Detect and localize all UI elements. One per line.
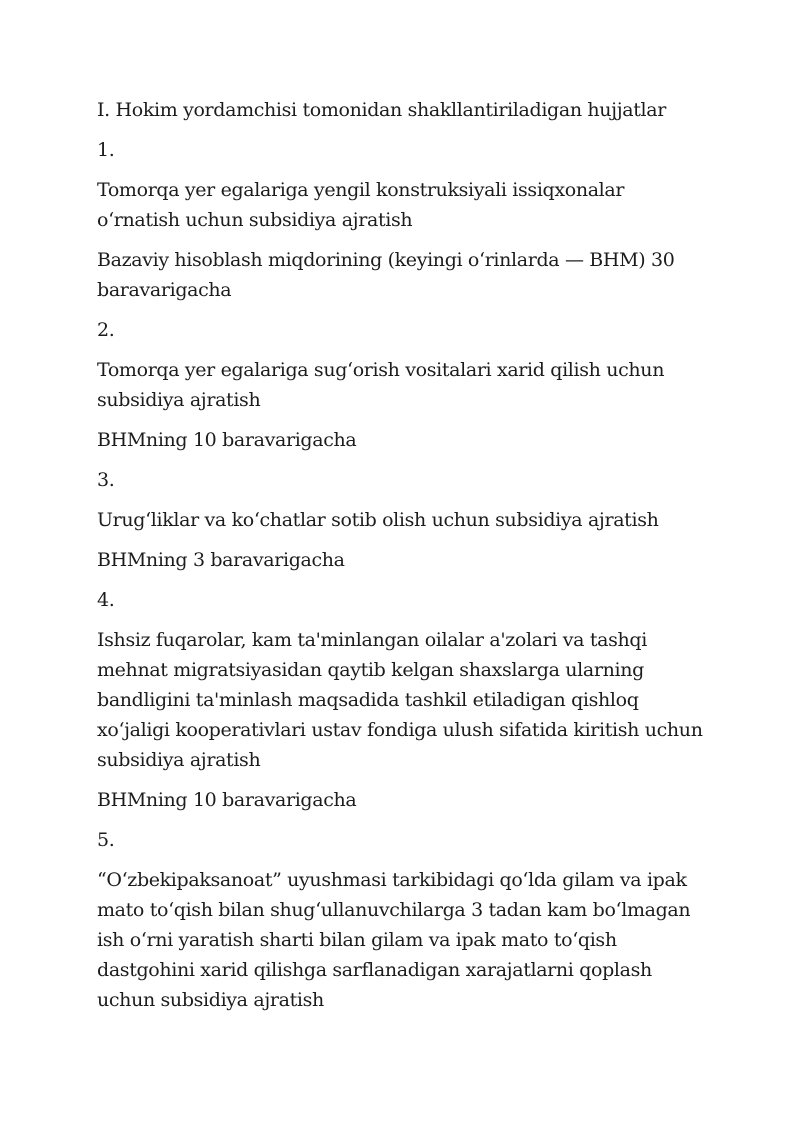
item-description: “Oʻzbekipaksanoat” uyushmasi tarkibidagi qoʻlda gilam va ipak mato toʻqish bilan shugʻullanuvchilarga 3 tadan kam boʻlmagan ish oʻrni yaratish sharti bilan gilam va ipak mato toʻqish dastgohini xarid qilishga sarflanadigan xarajatlarni qoplash uchun subsidiya ajratish — [97, 869, 691, 1011]
document-body — [97, 95, 707, 1025]
item-amount: BHMning 10 baravarigacha — [97, 789, 357, 811]
item-number: 3. — [97, 469, 115, 491]
section-title: I. Hokim yordamchisi tomonidan shakllantiriladigan hujjatlar — [97, 99, 666, 121]
item-description: Ishsiz fuqarolar, kam ta'minlangan oilalar a'zolari va tashqi mehnat migratsiyasidan qaytib kelgan shaxslarga ularning bandligini ta'minlash maqsadida tashkil etiladigan qishloq xoʻjaligi kooperativlari ustav fondiga ulush sifatida kiritish uchun subsidiya ajratish — [97, 629, 703, 771]
item-description: Tomorqa yer egalariga yengil konstruksiyali issiqxonalar oʻrnatish uchun subsidiya ajratish — [97, 179, 625, 231]
item-number: 1. — [97, 139, 115, 161]
item-amount: Bazaviy hisoblash miqdorining (keyingi oʻrinlarda — BHM) 30 baravarigacha — [97, 249, 675, 301]
item-amount: BHMning 10 baravarigacha — [97, 429, 357, 451]
item-amount: BHMning 3 baravarigacha — [97, 549, 345, 571]
item-description: Urugʻliklar va koʻchatlar sotib olish uchun subsidiya ajratish — [97, 509, 659, 531]
item-number: 2. — [97, 319, 115, 341]
item-number: 5. — [97, 829, 115, 851]
item-number: 4. — [97, 589, 115, 611]
item-description: Tomorqa yer egalariga sugʻorish vositalari xarid qilish uchun subsidiya ajratish — [97, 359, 665, 411]
